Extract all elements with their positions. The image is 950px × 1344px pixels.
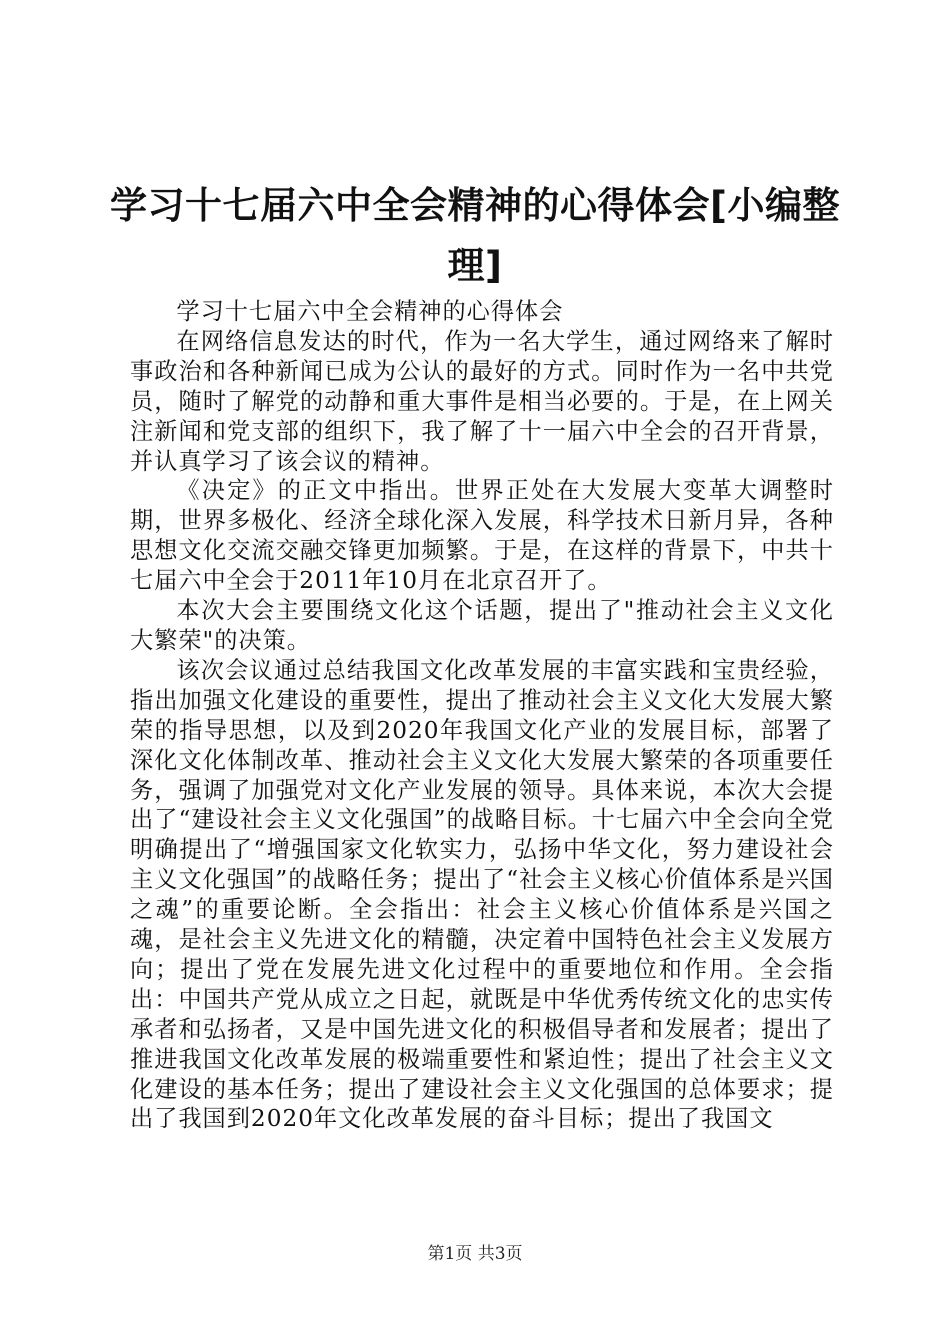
body-paragraph: 本次大会主要围绕文化这个话题，提出了"推动社会主义文化大繁荣"的决策。 — [130, 597, 834, 654]
body-paragraph: 该次会议通过总结我国文化改革发展的丰富实践和宝贵经验，指出加强文化建设的重要性，提出了推动社会主义文化大发展大繁荣的指导思想，以及到2020年我国文化产业的发展目标，部署了深化文化体制改革、推动社会主义文化大发展大繁荣的各项重要任务，强调了加强党对文化产业发展的领导。具体来说，本次大会提出了“建设社会主义文化强国”的战略目标。十七届六中全会向全党明确提出了“增强国家文化软实力，弘扬中华文化，努力建设社会主义文化强国”的战略任务；提出了“社会主义核心价值体系是兴国之魂”的重要论断。全会指出：社会主义核心价值体系是兴国之魂，是社会主义先进文化的精髓，决定着中国特色社会主义发展方向；提出了党在发展先进文化过程中的重要地位和作用。全会指出：中国共产党从成立之日起，就既是中华优秀传统文化的忠实传承者和弘扬者，又是中国先进文化的积极倡导者和发展者；提出了推进我国文化改革发展的极端重要性和紧迫性；提出了社会主义文化建设的基本任务；提出了建设社会主义文化强国的总体要求；提出了我国到2020年文化改革发展的奋斗目标；提出了我国文 — [130, 656, 834, 1133]
title-line-2: 理] — [447, 244, 503, 287]
document-title — [110, 176, 840, 296]
document-body — [130, 297, 834, 1134]
page-number-footer: 第1页 共3页 — [427, 1244, 523, 1264]
subtitle-paragraph: 学习十七届六中全会精神的心得体会 — [176, 298, 564, 325]
body-paragraph: 在网络信息发达的时代，作为一名大学生，通过网络来了解时事政治和各种新闻已成为公认的最好的方式。同时作为一名中共党员，随时了解党的动静和重大事件是相当必要的。于是，在上网关注新闻和党支部的组织下，我了解了十一届六中全会的召开背景，并认真学习了该会议的精神。 — [130, 327, 834, 475]
body-paragraph: 《决定》的正文中指出。世界正处在大发展大变革大调整时期，世界多极化、经济全球化深入发展，科学技术日新月异，各种思想文化交流交融交锋更加频繁。于是，在这样的背景下，中共十七届六中全会于2011年10月在北京召开了。 — [130, 477, 834, 595]
title-line-1: 学习十七届六中全会精神的心得体会[小编整 — [110, 184, 840, 227]
